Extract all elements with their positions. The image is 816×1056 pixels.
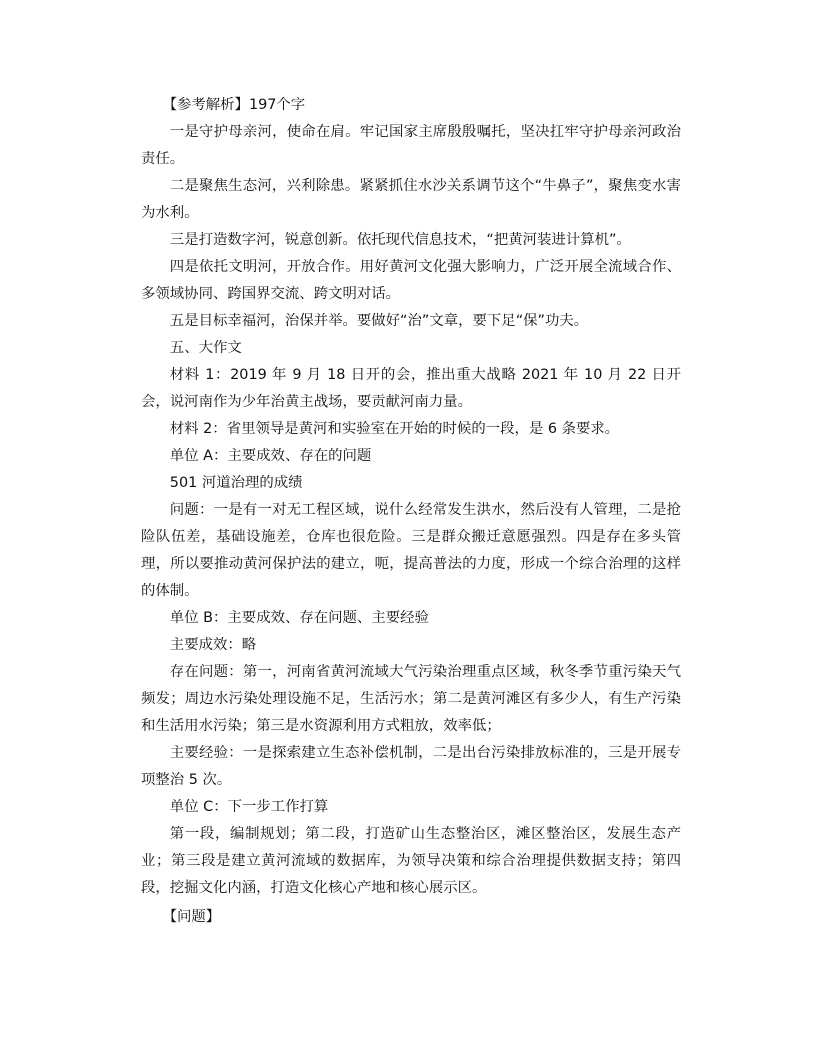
paragraph: 主要经验：一是探索建立生态补偿机制，二是出台污染排放标准的，三是开展专项整治 5 次。 bbox=[141, 745, 681, 788]
paragraph: 三是打造数字河，锐意创新。依托现代信息技术，“把黄河装进计算机”。 bbox=[169, 232, 631, 248]
paragraph: 主要成效：略 bbox=[169, 637, 257, 653]
paragraph: 501 河道治理的成绩 bbox=[169, 475, 303, 491]
paragraph: 第一段，编制规划；第二段，打造矿山生态整治区，滩区整治区，发展生态产业；第三段是建立黄河流域的数据库，为领导决策和综合治理提供数据支持；第四段，挖掘文化内涵，打造文化核心产地和核心展示区。 bbox=[141, 826, 681, 896]
paragraph: 存在问题：第一，河南省黄河流域大气污染治理重点区域，秋冬季节重污染天气频发；周边水污染处理设施不足，生活污水；第二是黄河滩区有多少人，有生产污染和生活用水污染；第三是水资源利用方式粗放，效率低； bbox=[141, 664, 681, 734]
paragraph: 二是聚焦生态河，兴利除患。紧紧抓住水沙关系调节这个“牛鼻子”，聚焦变水害为水利。 bbox=[141, 178, 681, 221]
paragraph: 材料 2：省里领导是黄河和实验室在开始的时候的一段，是 6 条要求。 bbox=[169, 421, 620, 437]
answer-analysis-heading: 【参考解析】197个字 bbox=[162, 97, 306, 113]
paragraph: 五是目标幸福河，治保并举。要做好“治”文章，要下足“保”功夫。 bbox=[169, 313, 589, 329]
paragraph: 材料 1：2019 年 9 月 18 日开的会，推出重大战略 2021 年 10 月 22 日开会，说河南作为少年治黄主战场，要贡献河南力量。 bbox=[141, 367, 681, 410]
section-heading: 五、大作文 bbox=[169, 340, 242, 356]
document-body bbox=[141, 92, 681, 931]
paragraph: 单位 C：下一步工作打算 bbox=[169, 799, 329, 815]
paragraph: 四是依托文明河，开放合作。用好黄河文化强大影响力，广泛开展全流域合作、多领域协同、跨国界交流、跨文明对话。 bbox=[141, 259, 681, 302]
question-heading: 【问题】 bbox=[162, 909, 221, 925]
paragraph: 单位 B：主要成效、存在问题、主要经验 bbox=[169, 610, 429, 626]
paragraph: 问题：一是有一对无工程区域，说什么经常发生洪水，然后没有人管理，二是抢险队伍差，基础设施差，仓库也很危险。三是群众搬迁意愿强烈。四是存在多头管理，所以要推动黄河保护法的建立，呃，提高普法的力度，形成一个综合治理的这样的体制。 bbox=[141, 502, 681, 599]
paragraph: 单位 A：主要成效、存在的问题 bbox=[169, 448, 372, 464]
paragraph: 一是守护母亲河，使命在肩。牢记国家主席殷殷嘱托，坚决扛牢守护母亲河政治责任。 bbox=[141, 124, 681, 167]
